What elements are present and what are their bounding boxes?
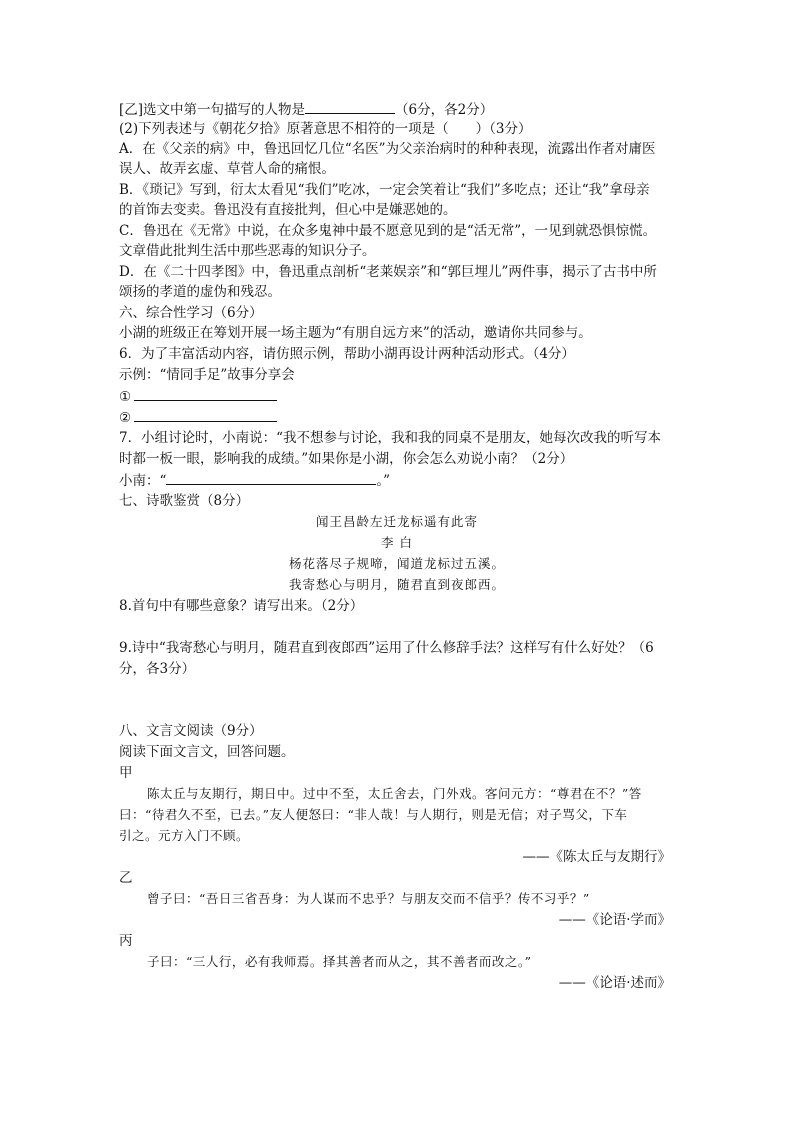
answer-line-2 — [119, 407, 277, 428]
answer-blank[interactable] — [134, 407, 277, 422]
option-b: B．《琐记》写到，衍太太看见“我们”吃冰，一定会笑着让“我们”多吃点；还让“我”拿母亲 — [119, 182, 650, 198]
section-heading: 七、诗歌鉴赏（8分） — [119, 493, 250, 509]
source-citation: ——《陈太丘与友期行》 — [522, 849, 671, 865]
option-c-cont: 文章借此批判生活中那些恶毒的知识分子。 — [119, 243, 376, 259]
question-line — [119, 99, 493, 120]
speaker-label: 小南：“ — [119, 473, 167, 489]
poem-line: 我寄愁心与明月，随君直到夜郎西。 — [288, 577, 505, 592]
circled-number: ① — [119, 389, 132, 405]
question-line: 7．小组讨论时，小南说：“我不想参与讨论，我和我的同桌不是朋友，她每次改我的听写本 — [119, 430, 661, 446]
option-b-cont: 的首饰去变卖。鲁迅没有直接批判，但心中是嫌恶她的。 — [119, 202, 457, 218]
section-heading: 八、文言文阅读（9分） — [119, 723, 263, 739]
question-line-cont: 分，各3分） — [119, 661, 196, 677]
question-line: (2)下列表述与《朝花夕拾》原著意思不相符的一项是（ ）（3分） — [119, 121, 532, 137]
option-c: C．鲁迅在《无常》中说，在众多鬼神中最不愿意见到的是“活无常”，一见到就恐惧惊慌。 — [119, 223, 657, 239]
poem-title: 闻王昌龄左迁龙标遥有此寄 — [315, 514, 478, 529]
classic-text: 曾子曰：“吾日三省吾身：为人谋而不忠乎？与朋友交而不信乎？传不习乎？” — [147, 891, 590, 906]
poem-author: 李 白 — [381, 535, 413, 550]
paragraph: 小湖的班级正在筹划开展一场主题为“有朋自远方来”的活动，邀请你共同参与。 — [119, 325, 592, 341]
section-heading: 六、综合性学习（6分） — [119, 305, 263, 321]
question-line-cont: 时都一板一眼，影响我的成绩。”如果你是小湖，你会怎么劝说小南？（2分） — [119, 451, 574, 467]
option-d-cont: 颂扬的孝道的虚伪和残忍。 — [119, 284, 281, 300]
answer-blank[interactable] — [166, 470, 376, 485]
answer-line — [119, 470, 390, 491]
answer-blank[interactable] — [134, 386, 277, 401]
source-citation: ——《论语·述而》 — [558, 975, 671, 991]
closing-quote: 。” — [376, 473, 391, 489]
passage-label: 丙 — [119, 933, 133, 949]
classic-text: 引之。元方入门不顾。 — [119, 828, 250, 843]
answer-blank[interactable] — [305, 99, 395, 114]
option-a: A．在《父亲的病》中，鲁迅回忆几位“名医”为父亲治病时的种种表现，流露出作者对庸医 — [119, 141, 656, 157]
passage-label: 乙 — [119, 870, 133, 886]
circled-number: ② — [119, 410, 132, 426]
question-score: （6分，各2分） — [395, 102, 494, 118]
classic-text: 陈太丘与友期行，期日中。过中不至，太丘舍去，门外戏。客问元方：“尊君在不？”答 — [147, 786, 642, 801]
question-line: 8.首句中有哪些意象？请写出来。（2分） — [119, 598, 364, 614]
classic-text: 子曰：“三人行，必有我师焉。择其善者而从之，其不善者而改之。” — [147, 954, 532, 969]
source-citation: ——《论语·学而》 — [558, 912, 671, 928]
option-d: D．在《二十四孝图》中，鲁迅重点剖析“老莱娱亲”和“郭巨埋儿”两件事，揭示了古书中所 — [119, 264, 657, 280]
instruction: 阅读下面文言文，回答问题。 — [119, 744, 295, 760]
question-line: 9.诗中“我寄愁心与明月，随君直到夜郎西”运用了什么修辞手法？这样写有什么好处？（6 — [119, 640, 654, 656]
answer-line-1 — [119, 386, 277, 407]
poem-line: 杨花落尽子规啼，闻道龙标过五溪。 — [288, 556, 505, 571]
classic-text: 曰：“待君久不至，已去。”友人便怒曰：“非人哉！与人期行，则是无信；对子骂父，下车 — [119, 807, 628, 822]
example-line: 示例：“情同手足”故事分享会 — [119, 367, 295, 383]
option-a-cont: 误人、故弄玄虚、草菅人命的痛恨。 — [119, 161, 335, 177]
question-line: 6．为了丰富活动内容，请仿照示例，帮助小湖再设计两种活动形式。（4分） — [119, 346, 575, 362]
passage-label: 甲 — [119, 765, 133, 781]
question-text: [乙]选文中第一句描写的人物是 — [119, 102, 306, 118]
